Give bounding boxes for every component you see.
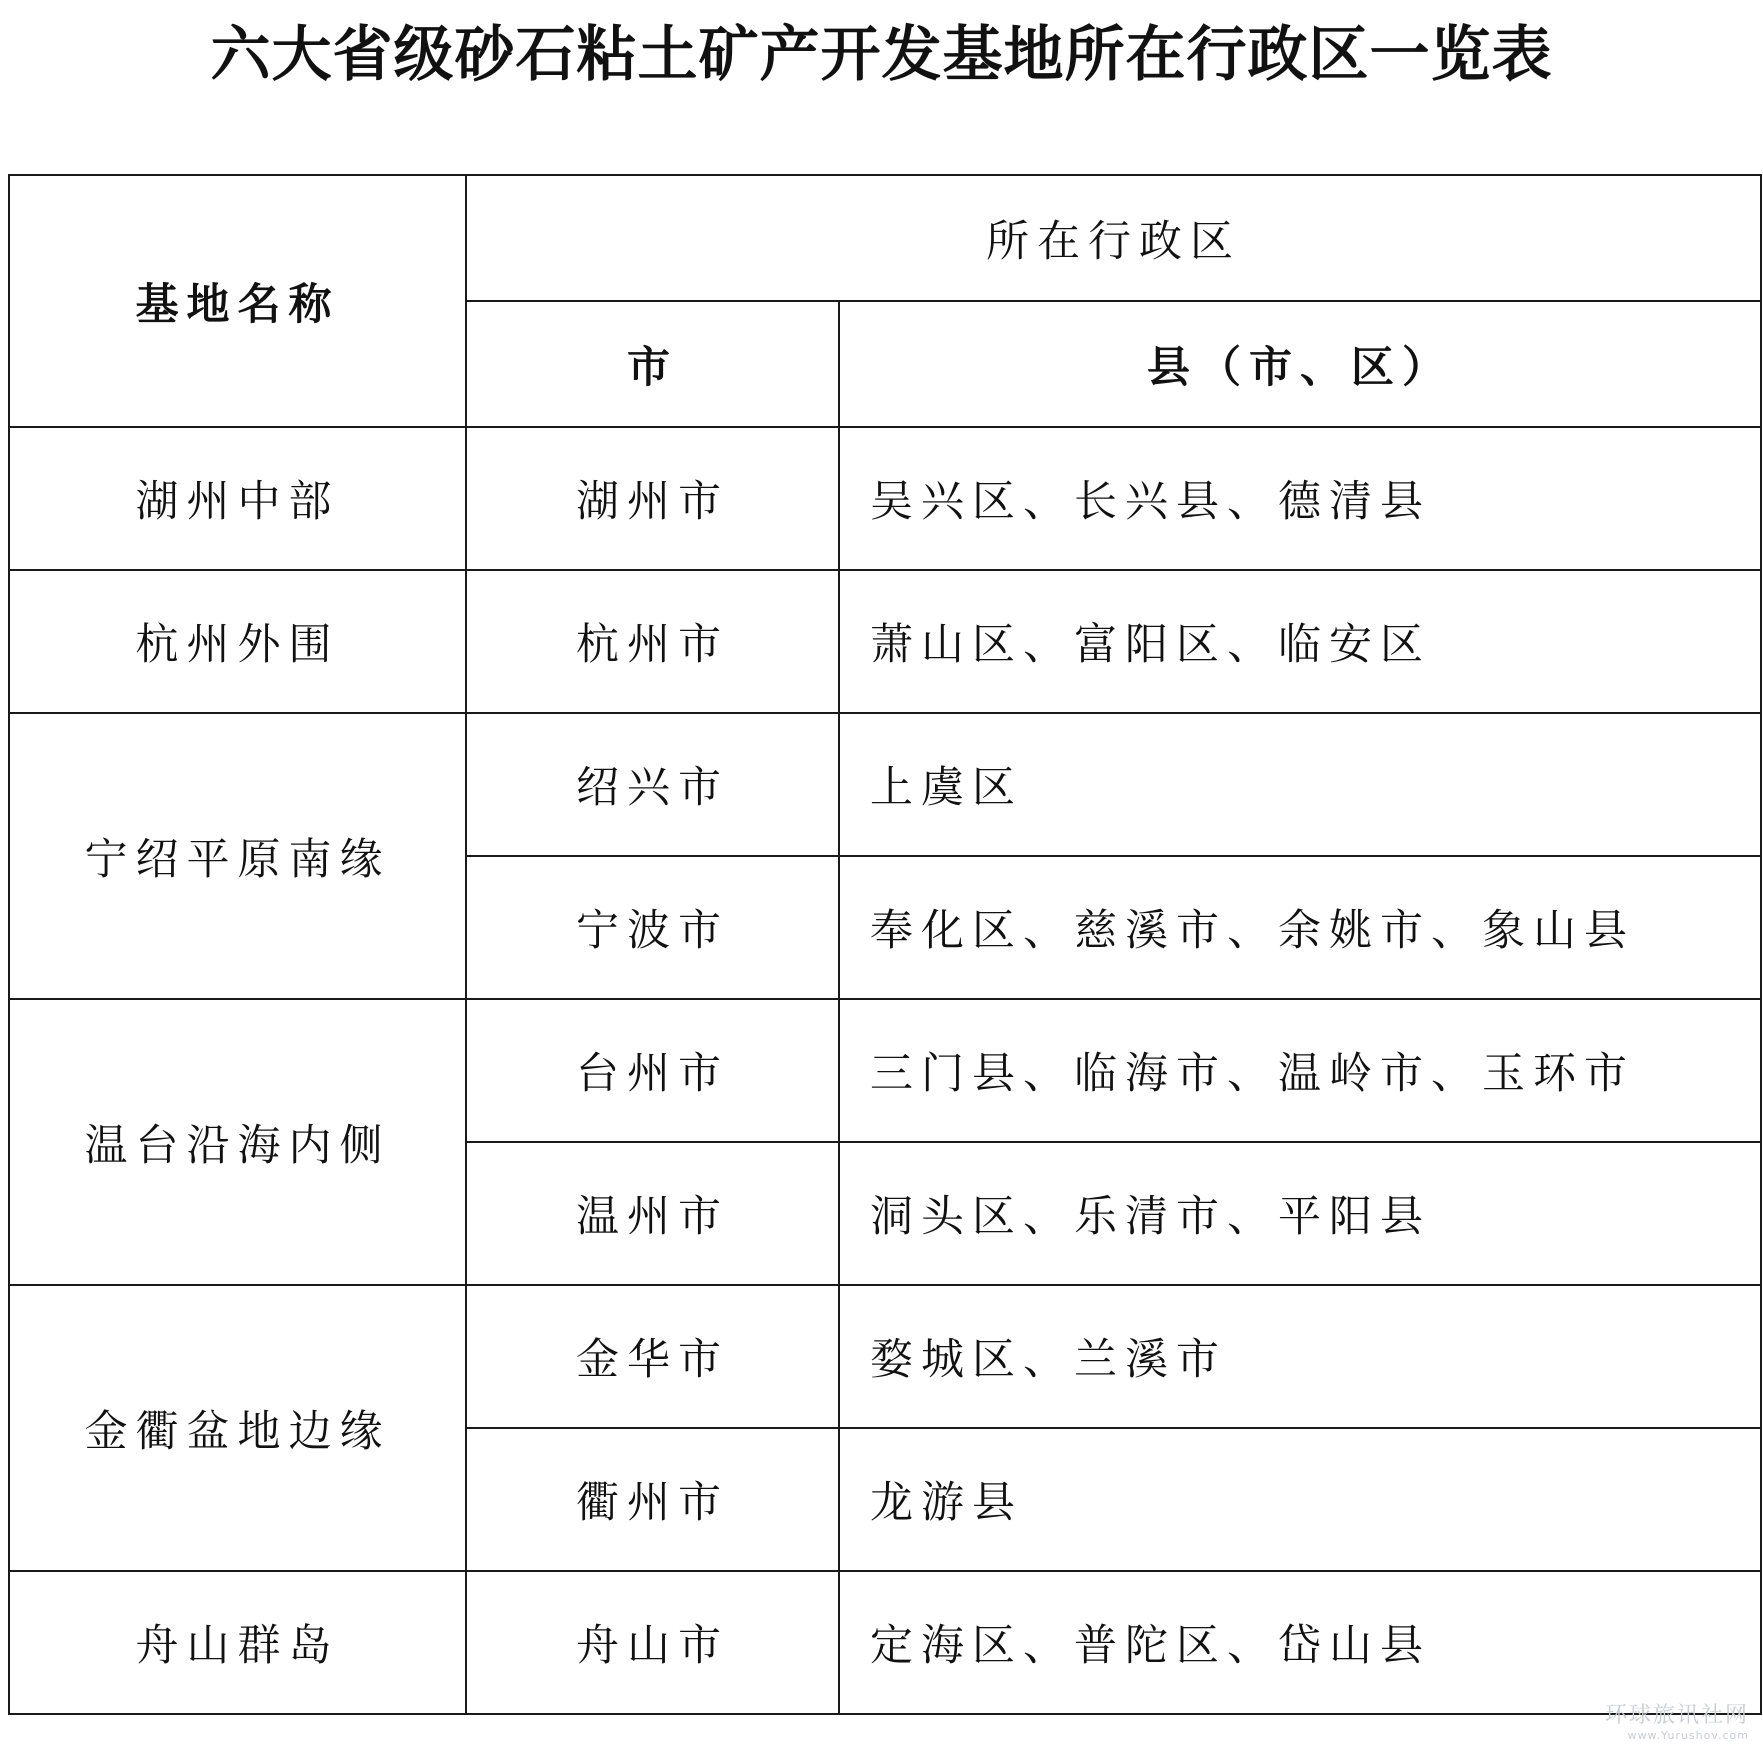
admin-region-table: [8, 174, 1762, 1715]
city-cell: 衢州市: [466, 1428, 839, 1571]
table-row: [9, 713, 1761, 856]
watermark-url: www.Yurushov.com: [1627, 1729, 1749, 1742]
header-base-name: 基地名称: [9, 175, 466, 427]
county-cell: 婺城区、兰溪市: [839, 1285, 1761, 1428]
county-cell: 上虞区: [839, 713, 1761, 856]
table-row: [9, 427, 1761, 570]
base-name-cell: 湖州中部: [9, 427, 466, 570]
city-cell: 金华市: [466, 1285, 839, 1428]
watermark: [1605, 1698, 1749, 1742]
city-cell: 湖州市: [466, 427, 839, 570]
table-row: [9, 999, 1761, 1142]
city-cell: 宁波市: [466, 856, 839, 999]
county-cell: 吴兴区、长兴县、德清县: [839, 427, 1761, 570]
county-cell: 龙游县: [839, 1428, 1761, 1571]
county-cell: 洞头区、乐清市、平阳县: [839, 1142, 1761, 1285]
table-row: [9, 1571, 1761, 1714]
base-name-cell: 宁绍平原南缘: [9, 713, 466, 999]
watermark-text: 环球旅讯社网: [1604, 1703, 1749, 1728]
table-row: [9, 1285, 1761, 1428]
county-cell: 定海区、普陀区、岱山县: [839, 1571, 1761, 1714]
city-cell: 杭州市: [466, 570, 839, 713]
county-cell: 奉化区、慈溪市、余姚市、象山县: [839, 856, 1761, 999]
base-name-cell: 舟山群岛: [9, 1571, 466, 1714]
base-name-cell: 金衢盆地边缘: [9, 1285, 466, 1571]
table-row: [9, 570, 1761, 713]
city-cell: 温州市: [466, 1142, 839, 1285]
header-row-1: [9, 175, 1761, 301]
base-name-cell: 温台沿海内侧: [9, 999, 466, 1285]
city-cell: 台州市: [466, 999, 839, 1142]
base-name-cell: 杭州外围: [9, 570, 466, 713]
city-cell: 舟山市: [466, 1571, 839, 1714]
page-title: 六大省级砂石粘土矿产开发基地所在行政区一览表: [210, 20, 1553, 90]
header-admin-region: 所在行政区: [466, 175, 1761, 301]
header-city: 市: [466, 301, 839, 427]
county-cell: 萧山区、富阳区、临安区: [839, 570, 1761, 713]
header-county: 县（市、区）: [839, 301, 1761, 427]
county-cell: 三门县、临海市、温岭市、玉环市: [839, 999, 1761, 1142]
city-cell: 绍兴市: [466, 713, 839, 856]
